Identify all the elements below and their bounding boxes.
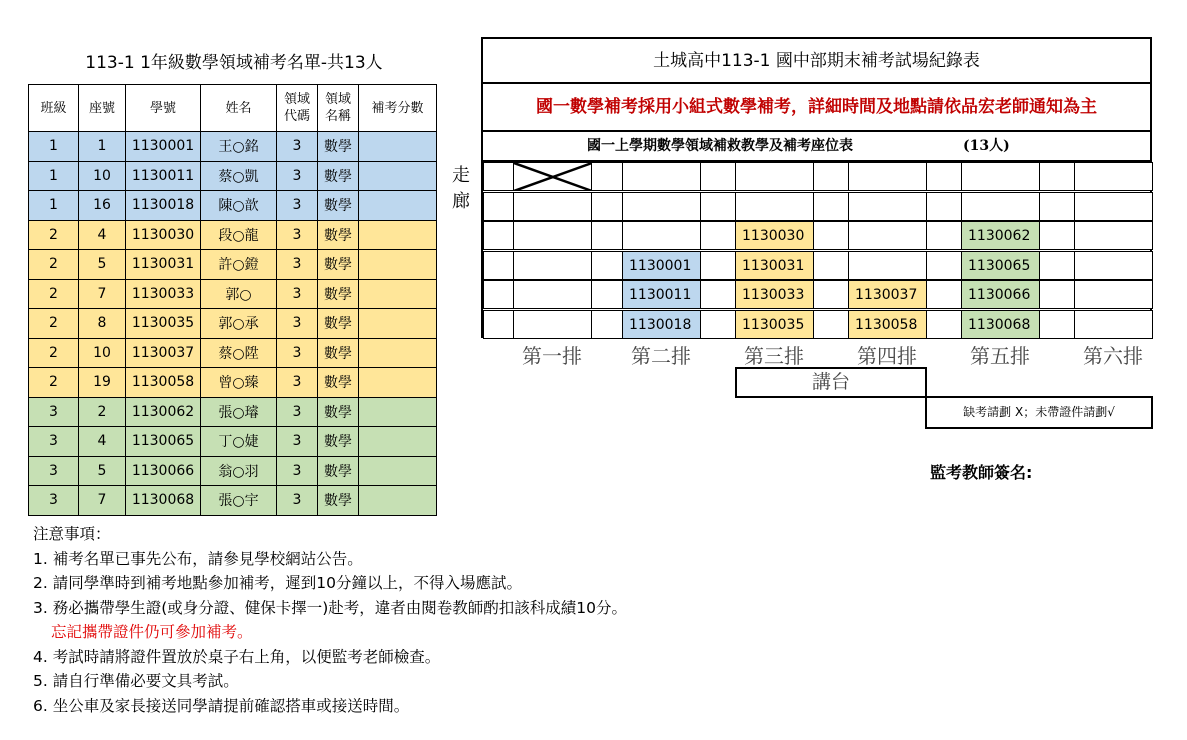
table-row <box>29 250 437 280</box>
cell-domain: 數學 <box>318 132 359 162</box>
aisle-cell <box>591 192 623 221</box>
seat-cell: 1130037 <box>848 280 927 309</box>
seat-column-label: 第一排 <box>522 344 582 368</box>
table-row <box>29 368 437 398</box>
cell-class: 2 <box>29 338 79 368</box>
cell-score <box>359 338 437 368</box>
cell-code: 3 <box>277 338 318 368</box>
header-student-id: 學號 <box>126 85 201 132</box>
seat-column-label: 第五排 <box>970 344 1030 368</box>
aisle-cell <box>926 221 962 250</box>
cross-mark-icon <box>514 163 592 191</box>
aisle-cell <box>700 221 736 250</box>
seat-column-label: 第四排 <box>857 344 917 368</box>
seat-cell <box>961 192 1040 221</box>
cell-domain: 數學 <box>318 368 359 398</box>
aisle-cell <box>813 221 849 250</box>
seat-cell <box>1074 251 1153 280</box>
aisle-cell <box>1039 251 1075 280</box>
cell-code: 3 <box>277 456 318 486</box>
seat-cell <box>513 192 592 221</box>
cell-domain: 數學 <box>318 427 359 457</box>
cell-seat: 4 <box>79 427 126 457</box>
cell-code: 3 <box>277 161 318 191</box>
seat-cell <box>848 192 927 221</box>
cell-class: 3 <box>29 427 79 457</box>
cell-class: 3 <box>29 456 79 486</box>
seat-chart-title-text: 國一上學期數學領域補救教學及補考座位表 <box>587 138 853 154</box>
cell-name: 蔡○陞 <box>201 338 277 368</box>
aisle-cell <box>813 280 849 309</box>
cell-code: 3 <box>277 220 318 250</box>
seat-chart-count: (13人) <box>963 138 1010 154</box>
cell-seat: 16 <box>79 191 126 221</box>
table-row <box>29 161 437 191</box>
header-domain-code <box>277 85 318 132</box>
aisle-cell <box>591 162 623 191</box>
cell-seat: 5 <box>79 456 126 486</box>
cell-seat: 1 <box>79 132 126 162</box>
cell-domain: 數學 <box>318 161 359 191</box>
cell-code: 3 <box>277 397 318 427</box>
aisle-cell <box>926 280 962 309</box>
aisle-cell <box>700 162 736 191</box>
cell-seat: 8 <box>79 309 126 339</box>
seat-cell: 1130065 <box>961 251 1040 280</box>
aisle-cell <box>483 192 514 221</box>
notes-section <box>33 522 627 718</box>
seat-cell <box>735 162 814 191</box>
cell-domain: 數學 <box>318 397 359 427</box>
table-row <box>29 132 437 162</box>
seat-cell <box>961 162 1040 191</box>
aisle-cell <box>926 310 962 339</box>
seat-cell <box>735 192 814 221</box>
cell-class: 1 <box>29 132 79 162</box>
cell-id: 1130062 <box>126 397 201 427</box>
aisle-cell <box>591 251 623 280</box>
cell-score <box>359 279 437 309</box>
cell-score <box>359 397 437 427</box>
cell-class: 2 <box>29 250 79 280</box>
aisle-cell <box>813 251 849 280</box>
table-row <box>29 309 437 339</box>
aisle-cell <box>813 162 849 191</box>
cell-name: 陳○歆 <box>201 191 277 221</box>
aisle-cell <box>926 192 962 221</box>
seat-cell <box>848 251 927 280</box>
cell-score <box>359 456 437 486</box>
aisle-cell <box>1039 192 1075 221</box>
aisle-cell <box>1039 221 1075 250</box>
header-domain-name <box>318 85 359 132</box>
seat-cell: 1130066 <box>961 280 1040 309</box>
aisle-cell <box>926 162 962 191</box>
hallway-label <box>451 163 471 215</box>
cell-name: 郭○承 <box>201 309 277 339</box>
seat-cell <box>1074 221 1153 250</box>
aisle-cell <box>483 162 514 191</box>
cell-score <box>359 309 437 339</box>
table-row <box>29 486 437 516</box>
cell-score <box>359 486 437 516</box>
cell-class: 2 <box>29 279 79 309</box>
table-row <box>29 427 437 457</box>
note-item: 5. 請自行準備必要文具考試。 <box>33 672 239 690</box>
aisle-cell <box>483 221 514 250</box>
note-item: 2. 請同學準時到補考地點參加補考，遲到10分鐘以上，不得入場應試。 <box>33 574 522 592</box>
seat-cell <box>1074 280 1153 309</box>
cell-domain: 數學 <box>318 279 359 309</box>
seat-cell <box>1074 310 1153 339</box>
cell-name: 許○鐙 <box>201 250 277 280</box>
cell-seat: 10 <box>79 161 126 191</box>
absence-legend: 缺考請劃 X；未帶證件請劃√ <box>925 396 1153 429</box>
cell-id: 1130018 <box>126 191 201 221</box>
cell-score <box>359 132 437 162</box>
cell-id: 1130001 <box>126 132 201 162</box>
aisle-cell <box>700 280 736 309</box>
aisle-cell <box>1039 162 1075 191</box>
note-item-warning: 忘記攜帶證件仍可參加補考。 <box>51 623 253 641</box>
cell-code: 3 <box>277 132 318 162</box>
cell-id: 1130068 <box>126 486 201 516</box>
cell-score <box>359 250 437 280</box>
roster-title: 113-1 1年級數學領域補考名單-共13人 <box>85 53 383 73</box>
aisle-cell <box>591 310 623 339</box>
cell-id: 1130066 <box>126 456 201 486</box>
aisle-cell <box>700 310 736 339</box>
seat-cell: 1130058 <box>848 310 927 339</box>
cell-name: 段○龍 <box>201 220 277 250</box>
note-item: 3. 務必攜帶學生證(或身分證、健保卡擇一)赴考，違者由閱卷教師酌扣該科成績10分。 <box>33 598 628 617</box>
seat-cell <box>1074 162 1153 191</box>
aisle-cell <box>483 310 514 339</box>
cell-code: 3 <box>277 191 318 221</box>
aisle-cell <box>1039 280 1075 309</box>
cell-name: 丁○婕 <box>201 427 277 457</box>
hallway-char: 廊 <box>452 191 470 212</box>
note-item: 6. 坐公車及家長接送同學請提前確認搭車或接送時間。 <box>33 696 410 715</box>
notes-heading: 注意事項： <box>33 525 111 543</box>
header-domain-name-text: 領域 名稱 <box>324 92 351 124</box>
seat-cell: 1130030 <box>735 221 814 250</box>
cell-id: 1130058 <box>126 368 201 398</box>
cell-id: 1130065 <box>126 427 201 457</box>
cell-class: 1 <box>29 191 79 221</box>
cell-seat: 2 <box>79 397 126 427</box>
seat-cell: 1130018 <box>622 310 701 339</box>
cell-class: 2 <box>29 368 79 398</box>
note-item: 4. 考試時請將證件置放於桌子右上角，以便監考老師檢查。 <box>33 647 441 666</box>
seat-cell: 1130035 <box>735 310 814 339</box>
cell-score <box>359 161 437 191</box>
header-seat: 座號 <box>79 85 126 132</box>
cell-name: 翁○羽 <box>201 456 277 486</box>
seat-cell <box>1074 192 1153 221</box>
seat-cell <box>622 162 701 191</box>
cell-seat: 7 <box>79 279 126 309</box>
table-row <box>29 397 437 427</box>
cell-score <box>359 427 437 457</box>
seat-cell: 1130001 <box>622 251 701 280</box>
cell-name: 王○銘 <box>201 132 277 162</box>
cell-name: 張○璿 <box>201 397 277 427</box>
seat-cell <box>848 162 927 191</box>
seat-cell: 1130068 <box>961 310 1040 339</box>
cell-class: 2 <box>29 220 79 250</box>
cell-domain: 數學 <box>318 220 359 250</box>
cell-code: 3 <box>277 368 318 398</box>
header-domain-code-text: 領域 代碼 <box>283 92 310 124</box>
cell-class: 1 <box>29 161 79 191</box>
seat-cell <box>848 221 927 250</box>
roster-body <box>29 132 437 516</box>
cell-name: 蔡○凱 <box>201 161 277 191</box>
cell-id: 1130011 <box>126 161 201 191</box>
roster-table <box>28 84 437 516</box>
aisle-cell <box>591 221 623 250</box>
cell-code: 3 <box>277 250 318 280</box>
seat-cell-crossed <box>513 162 592 191</box>
seat-cell <box>513 251 592 280</box>
cell-id: 1130035 <box>126 309 201 339</box>
seat-cell <box>622 192 701 221</box>
seat-cell <box>622 221 701 250</box>
header-name: 姓名 <box>201 85 277 132</box>
seat-cell: 1130033 <box>735 280 814 309</box>
cell-domain: 數學 <box>318 191 359 221</box>
record-notice: 國一數學補考採用小組式數學補考，詳細時間及地點請依品宏老師通知為主 <box>483 84 1150 132</box>
table-row <box>29 338 437 368</box>
header-class: 班級 <box>29 85 79 132</box>
cell-code: 3 <box>277 279 318 309</box>
cell-domain: 數學 <box>318 486 359 516</box>
cell-domain: 數學 <box>318 250 359 280</box>
seat-cell <box>513 221 592 250</box>
cell-id: 1130030 <box>126 220 201 250</box>
cell-name: 張○宇 <box>201 486 277 516</box>
seat-column-label: 第二排 <box>631 344 691 368</box>
seat-cell <box>513 280 592 309</box>
record-title: 土城高中113-1 國中部期末補考試場紀錄表 <box>483 40 1150 84</box>
cell-score <box>359 368 437 398</box>
cell-id: 1130037 <box>126 338 201 368</box>
cell-seat: 7 <box>79 486 126 516</box>
table-row <box>29 220 437 250</box>
cell-class: 2 <box>29 309 79 339</box>
cell-score <box>359 191 437 221</box>
seat-column-label: 第六排 <box>1083 344 1143 368</box>
header-score: 補考分數 <box>359 85 437 132</box>
aisle-cell <box>591 280 623 309</box>
cell-class: 3 <box>29 397 79 427</box>
cell-class: 3 <box>29 486 79 516</box>
aisle-cell <box>700 251 736 280</box>
cell-id: 1130033 <box>126 279 201 309</box>
roster-header-row <box>29 85 437 132</box>
aisle-cell <box>483 280 514 309</box>
table-row <box>29 191 437 221</box>
cell-score <box>359 220 437 250</box>
seat-cell <box>513 310 592 339</box>
seat-cell: 1130031 <box>735 251 814 280</box>
proctor-signature-label: 監考教師簽名: <box>930 463 1033 482</box>
table-row <box>29 456 437 486</box>
cell-seat: 4 <box>79 220 126 250</box>
cell-name: 郭○ <box>201 279 277 309</box>
cell-code: 3 <box>277 309 318 339</box>
cell-code: 3 <box>277 486 318 516</box>
seat-chart-title <box>483 132 1150 162</box>
aisle-cell <box>700 192 736 221</box>
table-row <box>29 279 437 309</box>
cell-domain: 數學 <box>318 338 359 368</box>
aisle-cell <box>926 251 962 280</box>
aisle-cell <box>813 310 849 339</box>
seat-cell: 1130062 <box>961 221 1040 250</box>
aisle-cell <box>1039 310 1075 339</box>
cell-domain: 數學 <box>318 309 359 339</box>
seat-column-label: 第三排 <box>744 344 804 368</box>
aisle-cell <box>813 192 849 221</box>
aisle-cell <box>483 251 514 280</box>
cell-id: 1130031 <box>126 250 201 280</box>
cell-seat: 10 <box>79 338 126 368</box>
hallway-char: 走 <box>452 165 470 186</box>
cell-name: 曾○臻 <box>201 368 277 398</box>
note-item: 1. 補考名單已事先公布，請參見學校網站公告。 <box>33 549 363 568</box>
podium: 講台 <box>735 367 927 398</box>
seat-cell: 1130011 <box>622 280 701 309</box>
cell-seat: 19 <box>79 368 126 398</box>
cell-domain: 數學 <box>318 456 359 486</box>
cell-code: 3 <box>277 427 318 457</box>
cell-seat: 5 <box>79 250 126 280</box>
